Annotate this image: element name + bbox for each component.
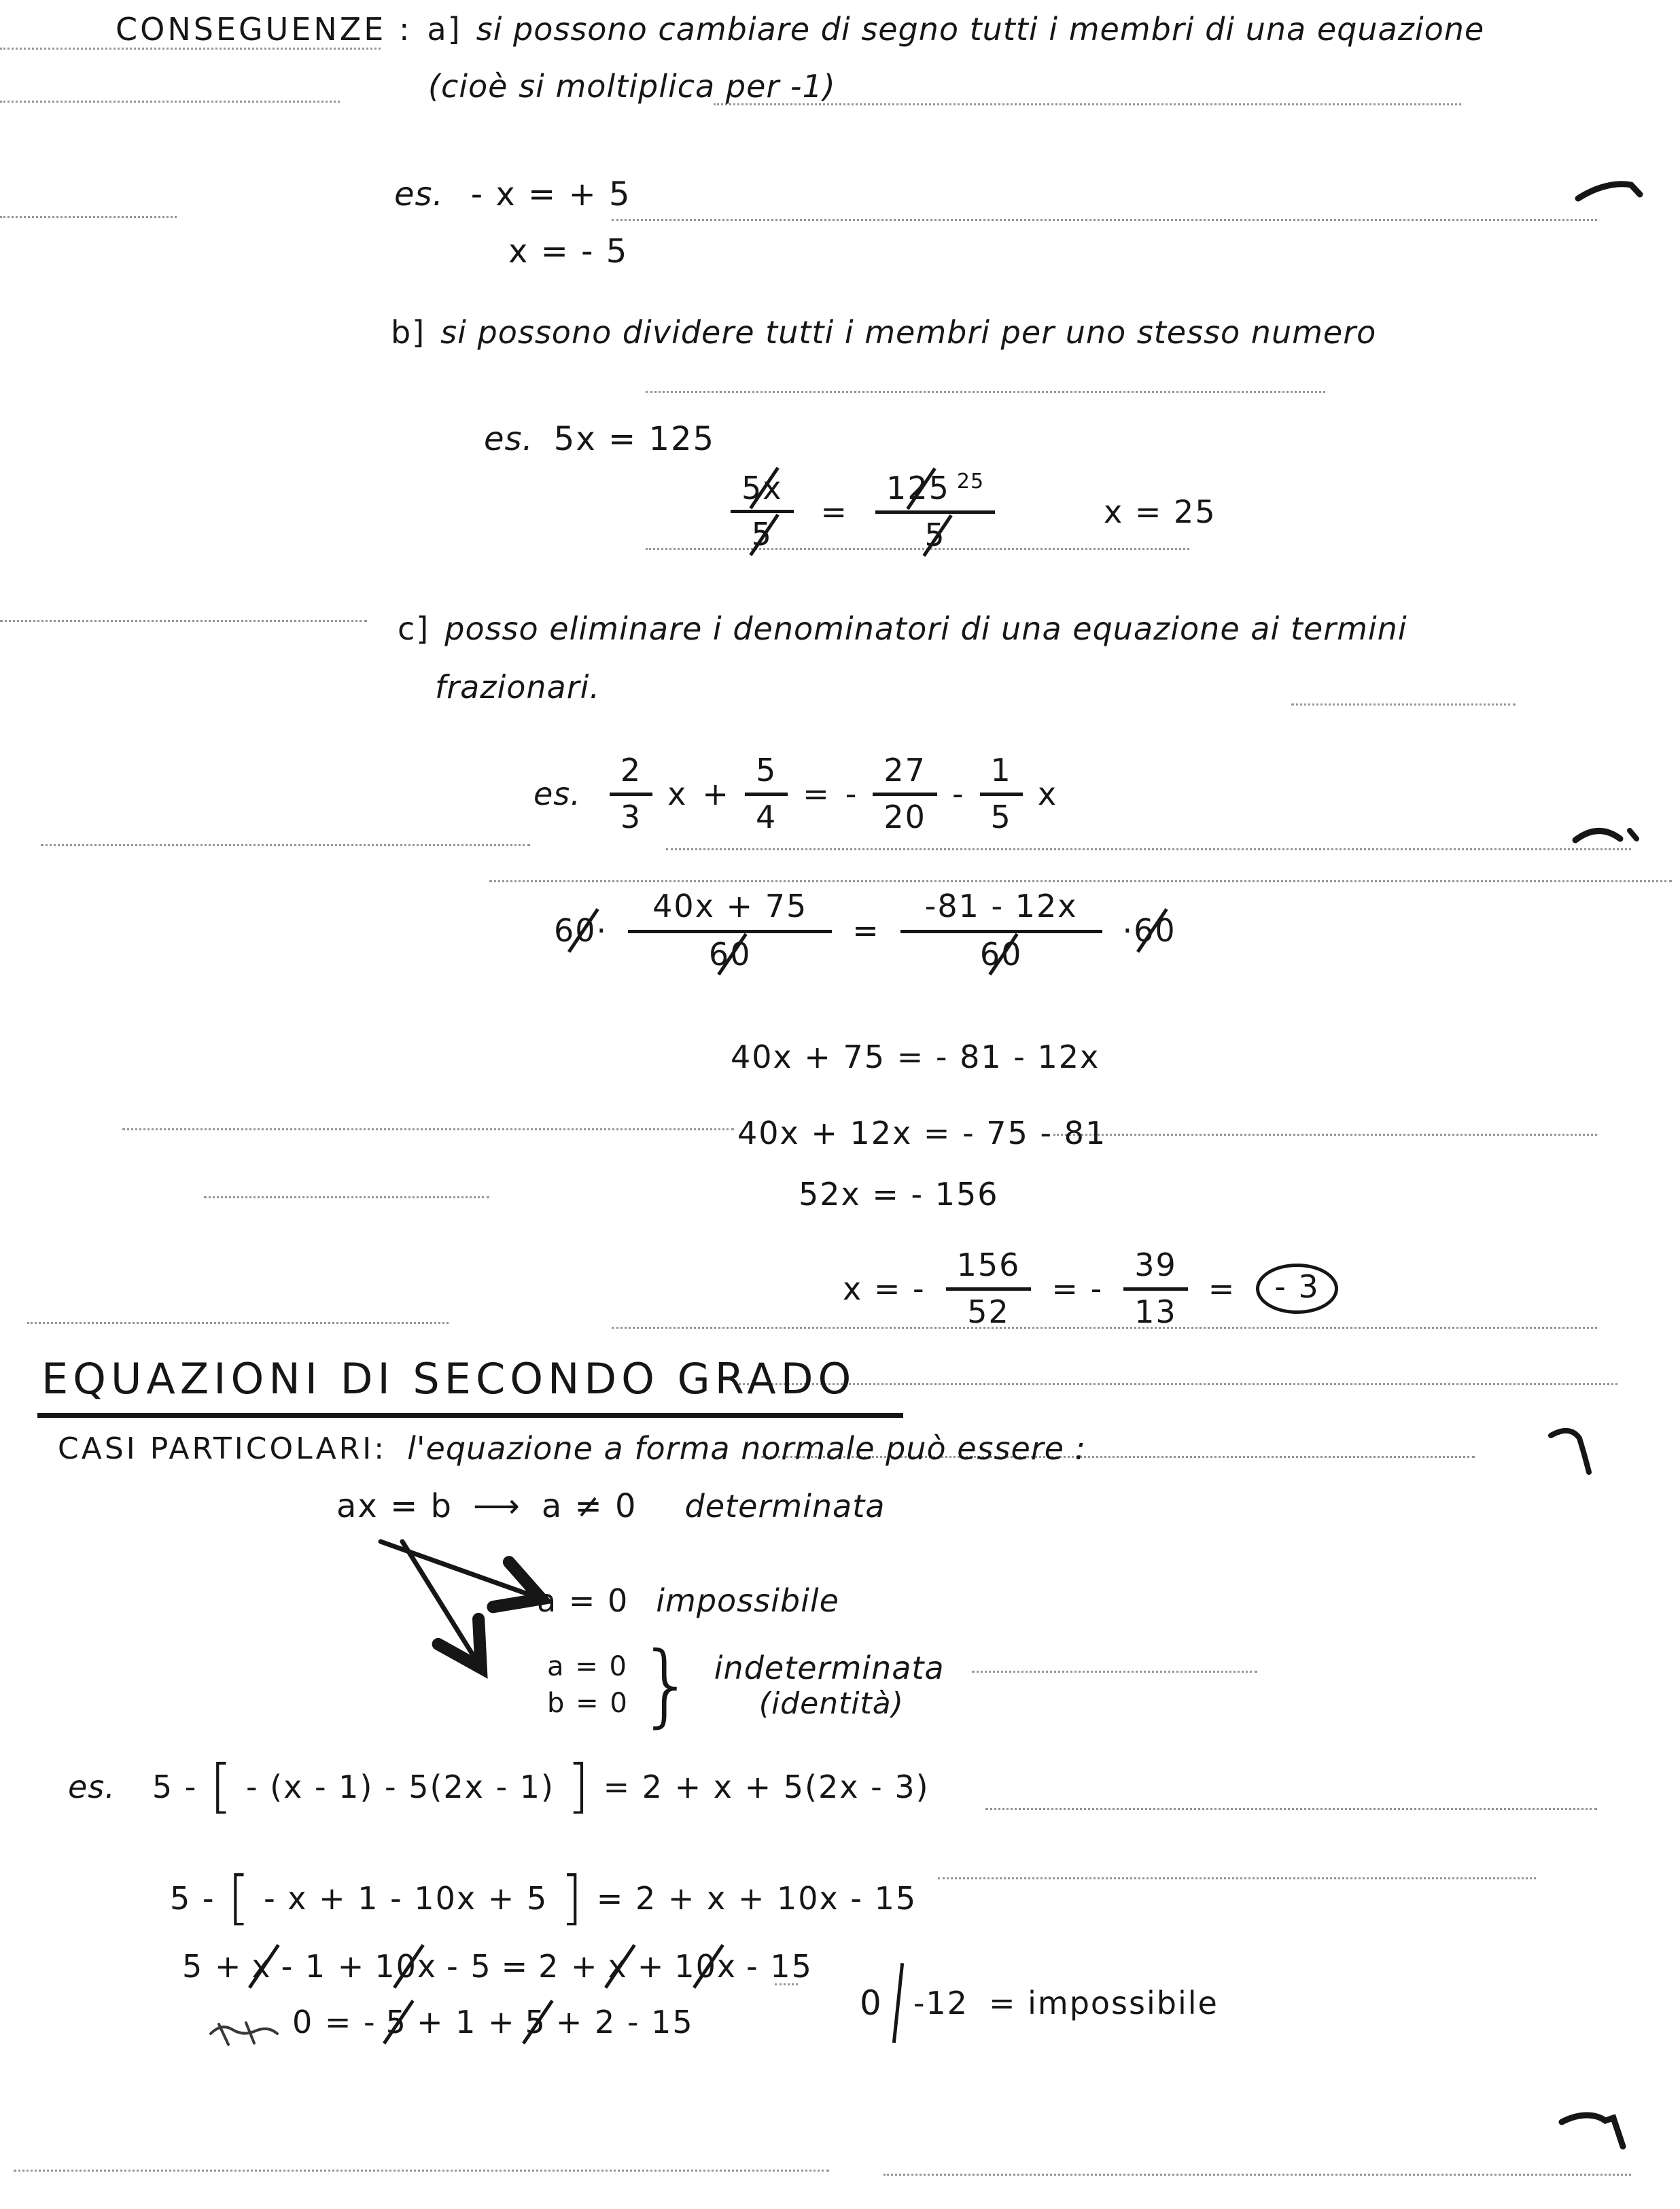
example-label: es.	[68, 1768, 116, 1805]
eq-part: 0 = -	[292, 2004, 377, 2040]
scan-noise-line	[0, 101, 340, 103]
scan-noise-line	[1291, 703, 1516, 706]
example-b-equation: 5x = 125	[553, 420, 716, 458]
equals-minus: = -	[1051, 1270, 1104, 1308]
scan-noise-line	[883, 2174, 1631, 2176]
cancelled-term: 5	[385, 2004, 407, 2040]
solution-lead: x = -	[843, 1270, 926, 1308]
division-bar-icon	[892, 1963, 904, 2043]
item-c-line2	[435, 669, 600, 706]
eq-part: +	[637, 1948, 665, 1985]
case-determinata-cond: a ≠ 0	[541, 1487, 637, 1525]
open-bracket: [	[227, 1864, 252, 1932]
numerator: 2	[610, 753, 652, 796]
scan-noise-line	[972, 1671, 1257, 1673]
numerator: -81 - 12x	[900, 889, 1102, 933]
branch-arrow-indeterminata	[402, 1542, 478, 1664]
equals-sign: =	[820, 493, 849, 530]
branch-impossibile-line	[537, 1582, 839, 1619]
example-a-eq2: x = - 5	[508, 232, 629, 271]
brace-icon: }	[637, 1633, 695, 1737]
example-c-step	[731, 1039, 1100, 1075]
denominator: 3	[620, 798, 642, 835]
scan-noise-line	[646, 391, 1325, 393]
scan-noise-line	[489, 880, 1672, 882]
equation-step: 40x + 12x = - 75 - 81	[737, 1115, 1107, 1151]
eq-part: 2 +	[538, 1948, 599, 1985]
numerator: 156	[946, 1248, 1032, 1291]
eq-part: - 1 +	[281, 1948, 366, 1985]
case-impossibile-label: impossibile	[656, 1582, 839, 1619]
cancelled-term: 60	[979, 935, 1023, 973]
example2-line2	[170, 1864, 917, 1932]
scan-noise-line	[27, 1322, 449, 1324]
fraction	[875, 470, 995, 553]
item-a-note: (cioè si moltiplica per -1)	[428, 68, 836, 105]
denominator: 4	[755, 798, 777, 835]
close-bracket: ]	[567, 1752, 591, 1820]
section-heading: EQUAZIONI DI SECONDO GRADO	[37, 1354, 903, 1418]
scan-noise-line	[0, 216, 177, 218]
cancelled-term: 5	[525, 2004, 546, 2040]
open-bracket: [	[209, 1752, 234, 1820]
scan-noise-line	[666, 848, 1631, 850]
scan-noise-line	[122, 1128, 734, 1130]
minus-sign: -	[845, 776, 858, 813]
eq-part: + 2 - 15	[555, 2004, 694, 2040]
pen-flourish-mark	[1578, 184, 1640, 198]
fraction	[610, 753, 652, 835]
cancelled-term: 10x	[374, 1948, 438, 1985]
numerator: 5	[745, 753, 788, 796]
casi-particolari-line	[58, 1430, 1086, 1467]
equals-sign: =	[803, 776, 830, 813]
equation-step: 40x + 75 = - 81 - 12x	[731, 1039, 1100, 1075]
branch-root: ax = b	[336, 1487, 453, 1525]
fraction	[980, 753, 1023, 835]
equation-step: 52x = - 156	[799, 1176, 999, 1213]
example-c-solution	[843, 1248, 1338, 1329]
item-c-text2: frazionari.	[435, 669, 601, 706]
eq-part: - (x - 1) - 5(2x - 1)	[245, 1768, 555, 1805]
scan-noise-line	[938, 1877, 1536, 1879]
scan-noise-line	[14, 2170, 829, 2172]
example-b-cancel-line	[731, 470, 1217, 553]
item-b-label: b]	[391, 314, 426, 351]
eq-part: - x + 1 - 10x + 5	[264, 1879, 548, 1917]
denominator: 20	[883, 798, 926, 835]
scan-noise-line	[0, 620, 367, 622]
example-label: es.	[484, 420, 533, 458]
item-a-label: a]	[427, 11, 461, 48]
variable: x	[667, 776, 688, 813]
casi-text: l'equazione a forma normale può essere :	[407, 1430, 1087, 1467]
plus-sign: +	[702, 776, 730, 813]
cancelled-factor: ·60	[1122, 912, 1176, 950]
item-c-line1	[398, 610, 1407, 647]
cancelled-term: 125	[886, 470, 950, 507]
right-arrow-icon: ⟶	[473, 1487, 521, 1525]
cancellation-result: 25	[956, 470, 985, 493]
denominator: 13	[1134, 1293, 1177, 1330]
example-b-result: x = 25	[1104, 493, 1217, 530]
casi-label: CASI PARTICOLARI:	[58, 1431, 387, 1466]
pen-flourish-mark	[1562, 2115, 1623, 2146]
cancelled-term: x	[608, 1948, 628, 1985]
numerator: 39	[1123, 1248, 1188, 1291]
conclusion-text: = impossibile	[988, 1985, 1219, 2021]
pen-flourish-mark	[1630, 831, 1637, 839]
condition-stack	[547, 1648, 629, 1722]
example-b-line	[484, 420, 715, 458]
case-determinata-label: determinata	[684, 1488, 886, 1525]
cancelled-term: 5	[924, 516, 946, 553]
eq-part: - 15	[746, 1948, 813, 1985]
cancelled-term: 5x	[741, 469, 783, 506]
example-a-line1	[394, 175, 631, 213]
fraction	[900, 889, 1102, 972]
scan-noise-line	[985, 1808, 1597, 1810]
example-c-eq1	[533, 753, 1057, 835]
branch-root-line	[336, 1487, 885, 1525]
case-identita-note: (identità)	[758, 1686, 904, 1721]
numerator: 40x + 75	[628, 889, 832, 933]
minus-sign: -	[951, 776, 965, 813]
scan-noise-line	[41, 844, 530, 846]
item-c-label: c]	[398, 610, 430, 647]
condition-a: a = 0	[547, 1651, 628, 1683]
eq-part: = 2 + x + 10x - 15	[596, 1879, 917, 1917]
rhs-term: -12	[913, 1985, 968, 2021]
fraction	[745, 753, 788, 835]
example-c-eq2	[554, 889, 1176, 972]
pen-flourish-mark	[1551, 1431, 1589, 1472]
scribble-mark	[211, 2023, 277, 2045]
example-label: es.	[533, 776, 581, 813]
equals-sign: =	[1208, 1270, 1236, 1308]
example2-conclusion	[860, 1963, 1219, 2043]
scan-noise-line	[612, 219, 1597, 221]
example2-line3	[182, 1948, 813, 1985]
equals-sign: =	[852, 912, 880, 950]
denominator: 5	[990, 798, 1012, 835]
item-c-text1: posso eliminare i denominatori di una equazione ai termini	[444, 610, 1407, 647]
eq-part: + 1 +	[416, 2004, 516, 2040]
condition-b: b = 0	[547, 1688, 629, 1720]
result-stack	[714, 1650, 945, 1721]
item-b-line	[391, 314, 1376, 351]
scan-noise-line	[1053, 1134, 1597, 1136]
scan-noise-line	[204, 1196, 489, 1198]
example-label: es.	[394, 175, 444, 213]
example-a-line2	[508, 232, 628, 271]
eq-part: 5 -	[152, 1768, 198, 1805]
cancelled-term: x	[251, 1948, 272, 1985]
conseguenze-line	[116, 11, 1484, 48]
numerator: 27	[873, 753, 937, 796]
case-impossibile-cond: a = 0	[537, 1582, 629, 1619]
zero-term: 0	[860, 1983, 883, 2023]
eq-part: 5 +	[182, 1948, 243, 1985]
example-a-eq1: - x = + 5	[470, 175, 631, 213]
eq-part: 5 -	[170, 1879, 215, 1917]
example2-line1	[68, 1752, 930, 1820]
cancelled-term: 10x	[674, 1948, 737, 1985]
example-c-step	[799, 1176, 999, 1213]
denominator: 52	[967, 1293, 1010, 1330]
case-indeterminata-label: indeterminata	[714, 1649, 945, 1686]
pen-flourish-mark	[1575, 831, 1620, 840]
eq-part: - 5	[447, 1948, 492, 1985]
cancelled-factor: 60·	[554, 912, 608, 950]
cancelled-term: 5	[751, 516, 773, 553]
scan-noise-line	[0, 48, 381, 50]
equals-sign: =	[501, 1948, 529, 1985]
branch-arrow-impossibile	[381, 1542, 537, 1597]
cancelled-term: 60	[708, 935, 752, 973]
branch-indeterminata-line	[547, 1633, 945, 1737]
variable: x	[1037, 776, 1058, 813]
example2-line4	[292, 2004, 694, 2040]
eq-part: = 2 + x + 5(2x - 3)	[603, 1768, 930, 1805]
fraction	[1123, 1248, 1188, 1329]
fraction	[873, 753, 937, 835]
numerator: 1	[980, 753, 1023, 796]
final-answer-circled: - 3	[1256, 1264, 1338, 1314]
fraction	[946, 1248, 1032, 1329]
example-c-step	[737, 1115, 1106, 1151]
fraction	[628, 889, 832, 972]
item-b-text: si possono dividere tutti i membri per uno stesso numero	[440, 314, 1377, 351]
item-a-note-line	[428, 68, 836, 105]
fraction	[731, 471, 794, 553]
item-a-text: si possono cambiare di segno tutti i membri di una equazione	[476, 11, 1485, 48]
close-bracket: ]	[560, 1864, 584, 1932]
conseguenze-title: CONSEGUENZE :	[116, 11, 413, 48]
